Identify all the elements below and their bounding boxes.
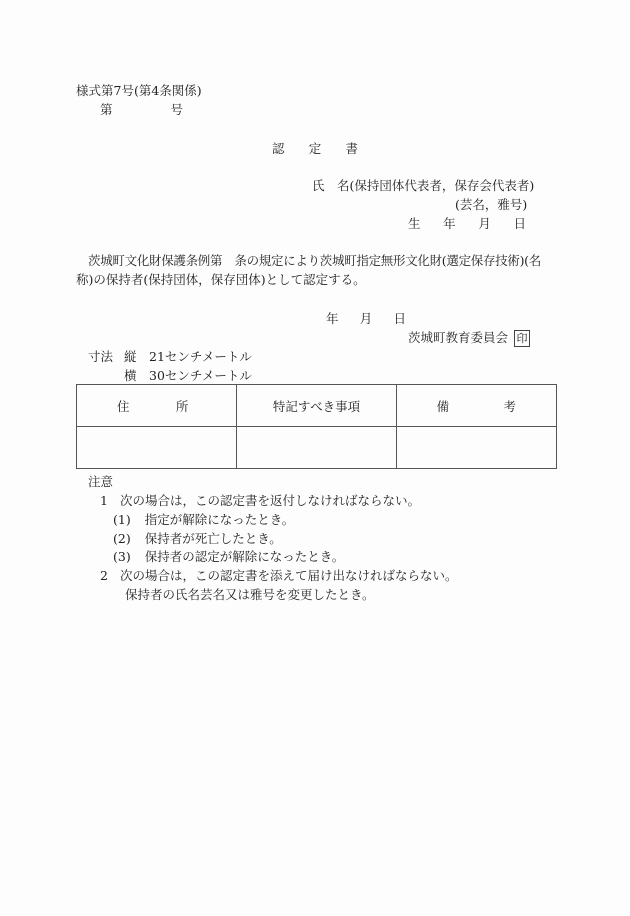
title-char: 書 [345,141,358,156]
body-line-2: 称)の保持者(保持団体，保存団体)として認定する。 [76,272,366,287]
note-text: 次の場合は，この認定書を返付しなければならない。 [119,493,420,508]
birth-char: 日 [513,216,526,231]
note-number: 2 [100,568,108,583]
title-char: 認 [272,141,285,156]
note-item-1 [100,493,420,509]
note-item-1-3 [113,549,344,565]
issue-date-line [326,311,406,327]
number-suffix: 号 [170,102,183,117]
cell-remarks [396,427,556,469]
header-char: 住 [117,398,130,414]
note-item-2 [100,568,457,584]
birth-date-line [408,216,526,232]
certificate-number-line [100,102,183,118]
date-char: 月 [359,311,373,326]
note-text: 保持者の認定が解除になったとき。 [144,549,345,564]
note-item-2-detail [125,587,375,603]
title-char: 定 [308,141,322,156]
dimensions-label: 寸法 [88,349,114,364]
note-text: 保持者の氏名芸名又は雅号を変更したとき。 [125,587,375,602]
birth-char: 生 [408,216,421,231]
dimensions-horizontal: 横 30センチメートル [124,368,252,383]
header-special-notes: 特記すべき事項 [237,385,396,427]
note-text: 指定が解除になったとき。 [144,512,295,527]
record-table [76,384,557,469]
note-text: 保持者が死亡したとき。 [144,531,282,546]
dimensions-vertical: 縦 21センチメートル [124,349,252,364]
header-remarks [396,385,556,427]
issuer-line [408,330,530,347]
issuer-name: 茨城町教育委員会 [408,330,509,345]
birth-char: 年 [443,216,456,231]
table-header-row [77,385,557,427]
header-address [77,385,237,427]
note-number: (2) [113,531,131,546]
note-item-1-2 [113,531,282,547]
note-item-1-1 [113,512,294,528]
name-label: 氏 名(保持団体代表者，保存会代表者) [312,178,535,193]
table-row [77,427,557,469]
body-line-1: 茨城町文化財保護条例第 条の規定により茨城町指定無形文化財(選定保存技術)(名 [88,253,541,268]
document-title [272,141,358,157]
cell-special-notes [237,427,396,469]
header-char: 備 [436,398,450,414]
note-number: (3) [113,549,131,564]
date-char: 日 [393,311,406,326]
number-prefix: 第 [100,102,113,117]
notes-title: 注意 [88,474,114,489]
cell-address [77,427,237,469]
header-char: 考 [503,398,516,414]
note-text: 次の場合は，この認定書を添えて届け出なければならない。 [119,568,458,583]
note-number: (1) [113,512,131,527]
seal-mark: 印 [514,330,530,347]
stage-name-label: (芸名，雅号) [455,197,528,212]
form-number: 様式第7号(第4条関係) [76,83,202,98]
header-char: 所 [175,398,189,414]
note-number: 1 [100,493,108,508]
date-char: 年 [326,311,339,326]
birth-char: 月 [478,216,491,231]
